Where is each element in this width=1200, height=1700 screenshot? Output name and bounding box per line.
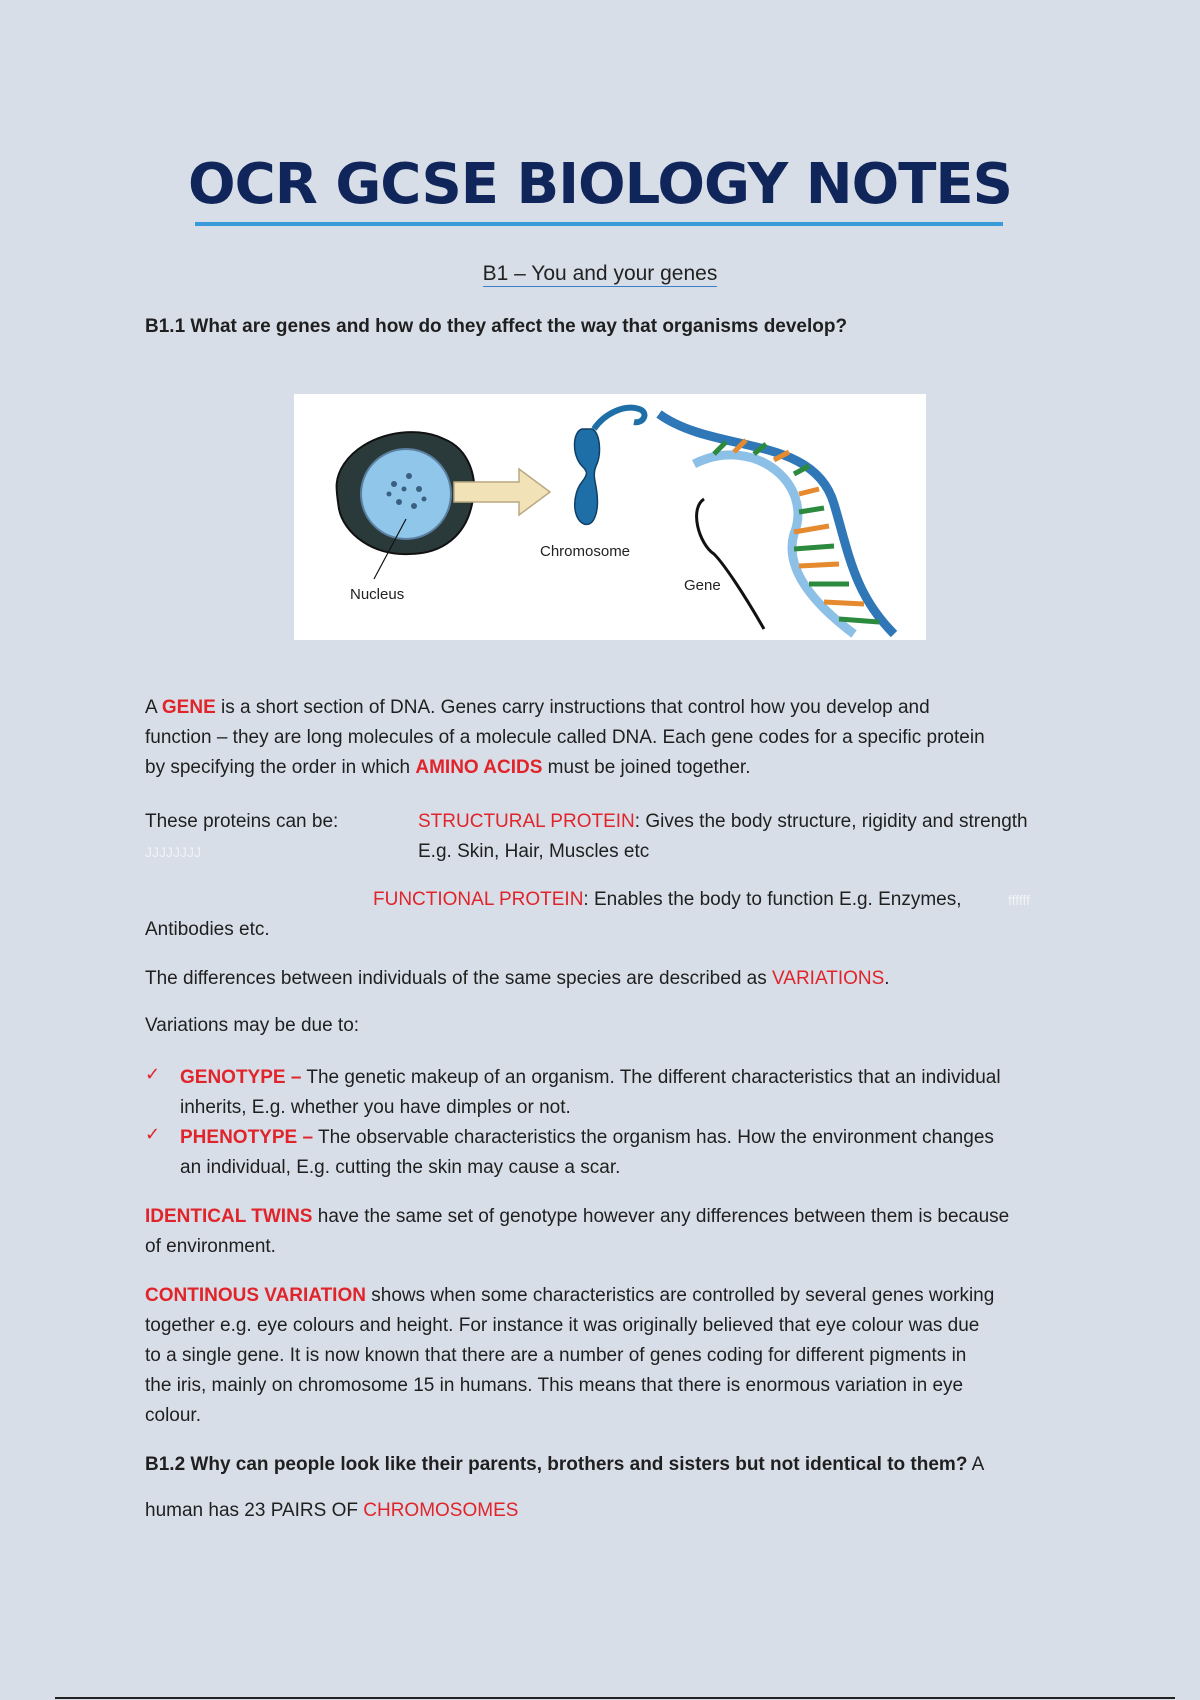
gene-paragraph-line-2: function – they are long molecules of a molecule called DNA. Each gene codes for a specific protein [145,727,985,748]
section2-a: A [967,1454,985,1475]
text-gene-3: by specifying the order in which [145,757,416,778]
dna-base-pairs [714,440,879,622]
genotype-line-1 [180,1063,1001,1093]
continuous-text-1: shows when some characteristics are controlled by several genes working [365,1285,995,1306]
continuous-line-5: colour. [145,1405,201,1426]
bottom-rule [55,1697,1175,1699]
term-amino-acids: AMINO ACIDS [415,757,543,778]
continuous-line-4: the iris, mainly on chromosome 15 in humans. This means that there is enormous variation in eye [145,1375,964,1396]
section-heading-b1-1: B1.1 What are genes and how do they affect the way that organisms develop? [145,316,848,337]
phenotype-line-1 [180,1123,994,1153]
continuous-line-3: to a single gene. It is now known that there are a number of genes coding for different pigments in [145,1345,967,1366]
term-structural-protein: STRUCTURAL PROTEIN [418,811,635,832]
title-underline [195,222,1003,226]
variations-line [145,964,890,994]
dna-strand-a [659,414,894,634]
term-functional-protein: FUNCTIONAL PROTEIN [373,889,584,910]
text-gene-1: is a short section of DNA. Genes carry instructions that control how you develop and [215,697,930,718]
nucleus-shape [361,449,451,539]
variations-end: . [884,968,890,989]
subtitle-text: B1 – You and your genes [482,262,718,285]
check-icon: ✓ [145,1064,161,1084]
functional-protein-line [373,885,962,915]
gene-paragraph-line-1 [145,693,930,723]
term-gene: GENE [161,697,216,718]
genotype-text-1: The genetic makeup of an organism. The different characteristics that an individual [301,1067,1001,1088]
chromosomes-line [145,1496,518,1526]
text-gene-4: must be joined together. [542,757,751,778]
phenotype-text-1: The observable characteristics the organism has. How the environment changes [313,1127,994,1148]
structural-text: : Gives the body structure, rigidity and strength [634,811,1028,832]
twins-line-1 [145,1202,1009,1232]
faint-mark-1: JJJJJJJJ [145,844,201,860]
human-text: human has 23 PAIRS OF [145,1500,364,1521]
structural-example: E.g. Skin, Hair, Muscles etc [418,841,650,862]
label-nucleus: Nucleus [350,586,405,603]
structural-protein-line [418,807,1028,837]
variations-due: Variations may be due to: [145,1015,360,1036]
continuous-line-2: together e.g. eye colours and height. For instance it was originally believed that eye colour was due [145,1315,980,1336]
continuous-line-1 [145,1281,994,1311]
section-subtitle [0,262,1200,286]
term-genotype: GENOTYPE – [180,1067,302,1088]
functional-continued: Antibodies etc. [145,919,270,940]
gene-bracket [697,499,764,629]
check-icon: ✓ [145,1124,161,1144]
term-identical-twins: IDENTICAL TWINS [145,1206,313,1227]
faint-mark-2: ffffff [1008,892,1031,908]
functional-text: : Enables the body to function E.g. Enzymes, [583,889,962,910]
section-heading-b1-2-line [145,1450,984,1480]
proteins-intro: These proteins can be: [145,811,339,832]
term-continuous-variation: CONTINOUS VARIATION [145,1285,366,1306]
variations-text: The differences between individuals of the same species are described as [145,968,773,989]
gene-paragraph-line-3 [145,753,751,783]
page-title: OCR GCSE BIOLOGY NOTES [188,152,1012,217]
twins-line-2: of environment. [145,1236,276,1257]
term-phenotype: PHENOTYPE – [180,1127,314,1148]
genotype-line-2: inherits, E.g. whether you have dimples or not. [180,1097,571,1118]
term-chromosomes: CHROMOSOMES [363,1500,519,1521]
phenotype-line-2: an individual, E.g. cutting the skin may cause a scar. [180,1157,621,1178]
text-a: A [145,697,162,718]
section-heading-b1-2: B1.2 Why can people look like their parents, brothers and sisters but not identical to them? [145,1454,968,1475]
twins-text-1: have the same set of genotype however any differences between them is because [312,1206,1010,1227]
chromosome-coil [594,408,644,429]
dna-diagram-svg [294,394,926,640]
term-variations: VARIATIONS [772,968,885,989]
label-gene: Gene [684,577,721,594]
chromosome-shape [575,429,600,524]
label-chromosome: Chromosome [540,543,631,560]
dna-diagram [294,394,926,640]
